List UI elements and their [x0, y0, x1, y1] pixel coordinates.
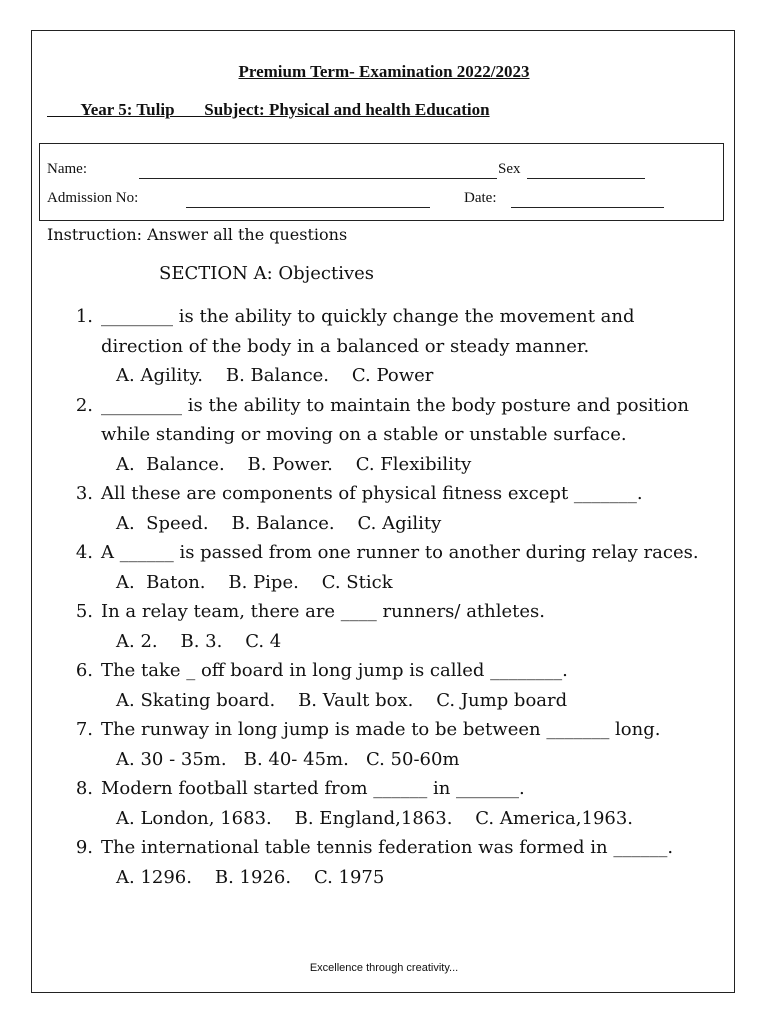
question-number: 7. — [75, 719, 93, 740]
admission-field[interactable] — [186, 207, 430, 208]
sex-label: Sex — [498, 161, 521, 177]
question-options: A. Baton. B. Pipe. C. Stick — [116, 571, 393, 593]
question-item — [62, 538, 722, 597]
question-number: 2. — [75, 394, 93, 416]
question-options: A. 30 - 35m. B. 40- 45m. C. 50-60m — [116, 748, 460, 770]
question-item — [62, 833, 722, 892]
question-item — [62, 656, 722, 715]
question-item — [62, 774, 722, 833]
name-field[interactable] — [139, 178, 497, 179]
question-list — [62, 302, 722, 892]
question-options: A. Balance. B. Power. C. Flexibility — [116, 453, 472, 475]
question-number: 8. — [75, 778, 93, 799]
question-options: A. Skating board. B. Vault box. C. Jump board — [116, 689, 568, 711]
question-item — [62, 597, 722, 656]
question-text: The international table tennis federation was formed in ______. — [101, 837, 674, 858]
question-text: A ______ is passed from one runner to another during relay races. — [101, 542, 699, 563]
question-number: 4. — [75, 542, 93, 563]
question-number: 1. — [75, 306, 93, 327]
admission-label: Admission No: — [47, 190, 139, 206]
question-options: A. 1296. B. 1926. C. 1975 — [116, 866, 385, 888]
question-item — [62, 479, 722, 538]
class-subject-line: Year 5: Tulip Subject: Physical and health Education — [47, 100, 490, 119]
section-title: SECTION A: Objectives — [159, 263, 375, 284]
footer-motto: Excellence through creativity... — [309, 962, 459, 974]
student-info-box — [39, 143, 724, 221]
date-field[interactable] — [511, 207, 664, 208]
question-item — [62, 302, 722, 391]
question-text: In a relay team, there are ____ runners/ athletes. — [101, 601, 546, 622]
question-number: 6. — [75, 660, 93, 681]
question-number: 5. — [75, 601, 93, 622]
question-text: _________ is the ability to maintain the body posture and position while standing or moving on a stable or unstable surface. — [101, 394, 689, 445]
name-label: Name: — [47, 161, 87, 177]
question-number: 9. — [75, 837, 93, 858]
date-label: Date: — [464, 190, 497, 206]
question-item — [62, 715, 722, 774]
sex-field[interactable] — [527, 178, 645, 179]
question-text: The take _ off board in long jump is called ________. — [101, 660, 568, 681]
question-item — [62, 391, 722, 480]
exam-title: Premium Term- Examination 2022/2023 — [238, 62, 530, 81]
instruction-text: Instruction: Answer all the questions — [47, 225, 348, 244]
question-text: The runway in long jump is made to be between _______ long. — [101, 719, 661, 740]
question-text: ________ is the ability to quickly change the movement and direction of the body in a balanced or steady manner. — [101, 306, 635, 357]
question-text: All these are components of physical fitness except _______. — [101, 483, 643, 504]
question-options: A. 2. B. 3. C. 4 — [116, 630, 282, 652]
question-text: Modern football started from ______ in _______. — [101, 778, 525, 799]
question-options: A. London, 1683. B. England,1863. C. America,1963. — [116, 807, 634, 829]
question-number: 3. — [75, 483, 93, 504]
question-options: A. Agility. B. Balance. C. Power — [116, 365, 434, 386]
question-options: A. Speed. B. Balance. C. Agility — [116, 512, 442, 534]
